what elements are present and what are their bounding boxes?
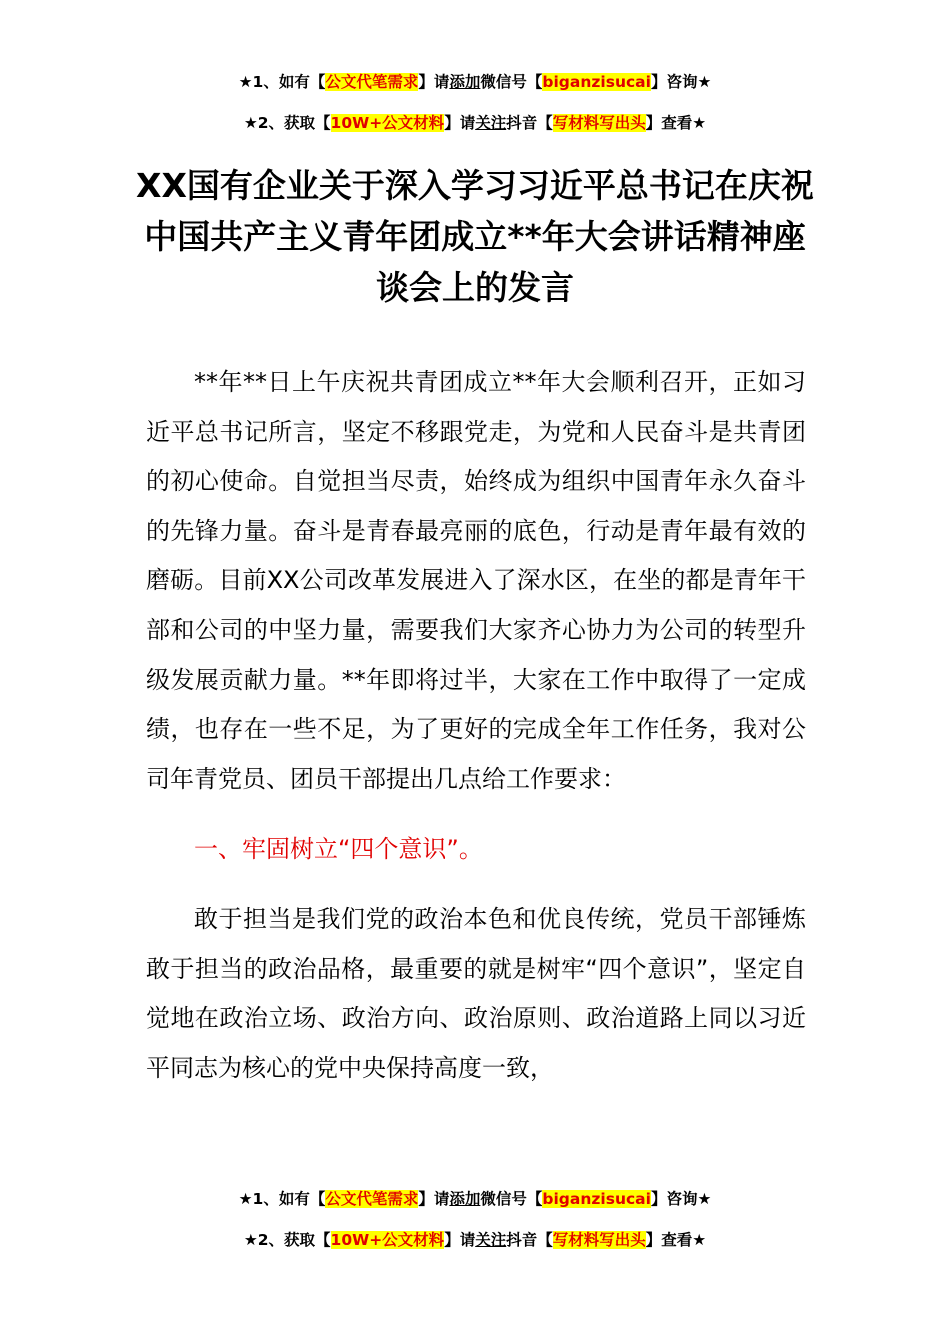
paragraph-intro: **年**日上午庆祝共青团成立**年大会顺利召开，正如习近平总书记所言，坚定不移跟党走，为党和人民奋斗是共青团的初心使命。自觉担当尽责，始终成为组织中国青年永久奋斗的先锋力量。奋斗是青春最亮丽的底色，行动是青年最有效的磨砺。目前XX公司改革发展进入了深水区，在坐的都是青年干部和公司的中坚力量，需要我们大家齐心协力为公司的转型升级发展贡献力量。**年即将过半，大家在工作中取得了一定成绩，也存在一些不足，为了更好的完成全年工作任务，我对公司年青党员、团员干部提出几点给工作要求： [146,368,806,793]
banner-text: 】咨询★ [650,1190,712,1208]
underlined-follow: 关注 [475,1231,507,1249]
underlined-add: 添加 [449,73,481,91]
banner-text: ★2、获取【 [243,1231,331,1249]
banner-text: 】请 [444,114,476,132]
top-banner-line-1 [0,70,950,92]
bottom-banner-line-1 [0,1187,950,1209]
banner-text: 】查看★ [645,1231,707,1249]
banner-text: 微信号【 [480,1190,543,1208]
underlined-follow: 关注 [475,114,507,132]
banner-text: ★1、如有【 [238,1190,326,1208]
banner-text: 】请 [418,73,450,91]
banner-text: 】请 [444,1231,476,1249]
bottom-banner-line-2 [0,1228,950,1250]
banner-text: 】查看★ [645,114,707,132]
section-heading-1: 一、牢固树立“四个意识”。 [194,835,483,864]
highlight-wechat-id: biganzisucai [542,73,651,91]
banner-text: 微信号【 [480,73,543,91]
banner-text: 抖音【 [506,1231,553,1249]
underlined-add: 添加 [449,1190,481,1208]
banner-text: 抖音【 [506,114,553,132]
highlight-materials: 10W+公文材料 [330,1231,445,1249]
document-body [146,358,806,1093]
highlight-douyin-account: 写材料写出头 [552,1231,646,1249]
paragraph-section-1: 敢于担当是我们党的政治本色和优良传统，党员干部锤炼敢于担当的政治品格，最重要的就是树牢“四个意识”，坚定自觉地在政治立场、政治方向、政治原则、政治道路上同以习近平同志为核心的党中央保持高度一致， [146,904,806,1082]
banner-text: ★2、获取【 [243,114,331,132]
banner-text: 】咨询★ [650,73,712,91]
highlight-materials: 10W+公文材料 [330,114,445,132]
top-banner-line-2 [0,111,950,133]
banner-text: ★1、如有【 [238,73,326,91]
highlight-douyin-account: 写材料写出头 [552,114,646,132]
document-title: XX国有企业关于深入学习习近平总书记在庆祝中国共产主义青年团成立**年大会讲话精神座谈会上的发言 [136,166,814,307]
banner-text: 】请 [418,1190,450,1208]
highlight-service: 公文代笔需求 [325,73,419,91]
highlight-service: 公文代笔需求 [325,1190,419,1208]
highlight-wechat-id: biganzisucai [542,1190,651,1208]
